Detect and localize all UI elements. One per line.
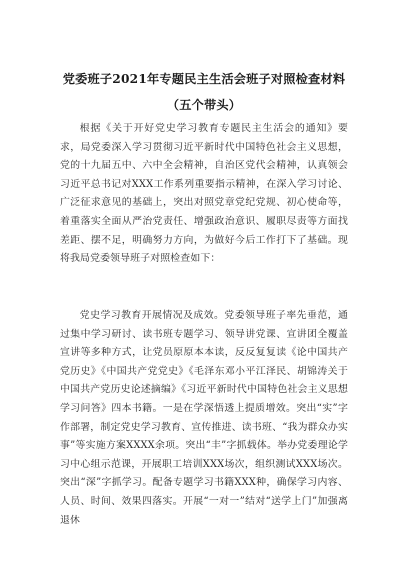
document-title: 党委班子2021年专题民主生活会班子对照检查材料（五个带头）: [62, 72, 346, 112]
paragraph-intro: 根据《关于开好党史学习教育专题民主生活会的通知》要求，局党委深入学习贯彻习近平新时代中国特色社会主义思想，党的十九届五中、六中全会精神，自治区党代会精神，认真领会习近平总书记对XXX工作系列重要指示精神，在深入学习讨论、广泛征求意见的基础上，突出对照党章党纪党规、初心使命等，着重落实全面从严治党责任、增强政治意识、履职尽责等方面找差距、摆不足，明确努力方向，为做好今后工作打下了基础。现将我局党委领导班子对照检查如下：: [60, 123, 348, 265]
paragraph-party-history-study: 党史学习教育开展情况及成效。党委领导班子率先垂范，通过集中学习研讨、读书班专题学习、领导讲党课、宣讲团全覆盖宣讲等多种方式，让党员原原本本读，反反复复读《论中国共产党历史》《中国共产党党史》《毛泽东邓小平江泽民、胡锦涛关于中国共产党历史论述摘编》《习近平新时代中国特色社会主义思想学习问答》四本书籍。一是在学深悟透上提质增效。突出“实”字作部署，制定党史学习教育、宣传推进、读书班、“我为群众办实事”等实施方案XXXX余项。突出“丰”字抓载体。举办党委理论学习中心组示范课，开展职工培训XXX场次，组织测试XXX场次。突出“深”字抓学习。配备专题学习书籍XXX种，确保学习内容、人员、时间、效果四落实。开展“一对一”结对“送学上门”加强离退休: [60, 310, 348, 526]
